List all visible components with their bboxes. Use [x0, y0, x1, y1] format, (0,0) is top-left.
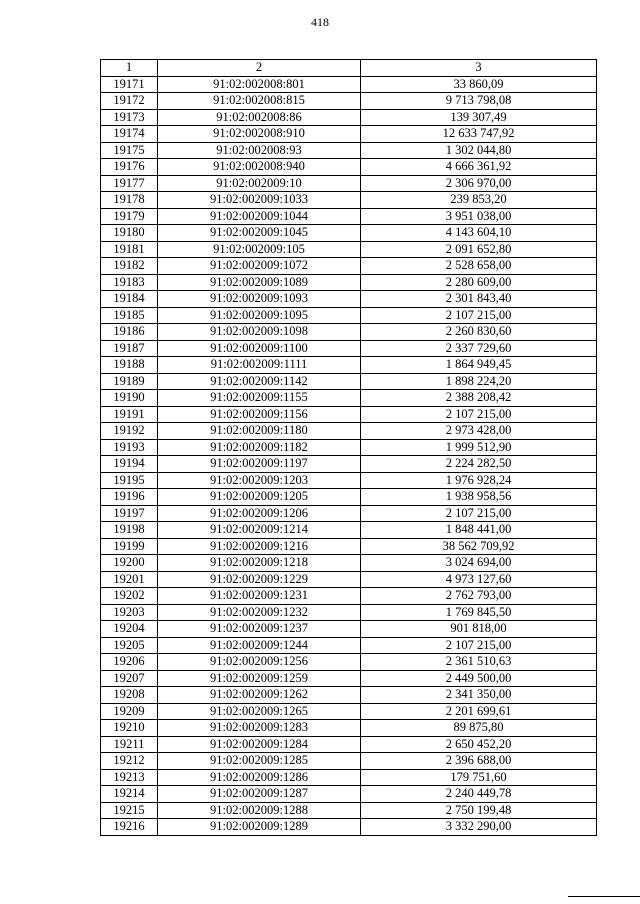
- cadastral-value: 2 361 510,63: [361, 654, 597, 671]
- cadastral-number: 91:02:002009:1156: [158, 406, 361, 423]
- cadastral-number: 91:02:002008:940: [158, 159, 361, 176]
- row-number: 19204: [101, 621, 158, 638]
- cadastral-number: 91:02:002009:1033: [158, 192, 361, 209]
- cadastral-number: 91:02:002009:1205: [158, 489, 361, 506]
- table-row: [101, 489, 597, 506]
- cadastral-value: 2 650 452,20: [361, 736, 597, 753]
- cadastral-number: 91:02:002008:801: [158, 76, 361, 93]
- table-row: [101, 76, 597, 93]
- row-number: 19197: [101, 505, 158, 522]
- row-number: 19185: [101, 307, 158, 324]
- cadastral-value: 2 396 688,00: [361, 753, 597, 770]
- cadastral-value: 1 848 441,00: [361, 522, 597, 539]
- cadastral-value: 2 388 208,42: [361, 390, 597, 407]
- table-row: [101, 819, 597, 836]
- row-number: 19211: [101, 736, 158, 753]
- row-number: 19174: [101, 126, 158, 143]
- cadastral-value: 2 762 793,00: [361, 588, 597, 605]
- cadastral-number: 91:02:002009:1216: [158, 538, 361, 555]
- table-row: [101, 406, 597, 423]
- cadastral-value: 9 713 798,08: [361, 93, 597, 110]
- footer-divider: [568, 896, 640, 897]
- cadastral-value: 2 337 729,60: [361, 340, 597, 357]
- cadastral-number: 91:02:002008:86: [158, 109, 361, 126]
- cadastral-value: 3 024 694,00: [361, 555, 597, 572]
- table-row: [101, 654, 597, 671]
- cadastral-number: 91:02:002009:10: [158, 175, 361, 192]
- cadastral-number: 91:02:002009:1287: [158, 786, 361, 803]
- cadastral-number: 91:02:002009:1265: [158, 703, 361, 720]
- row-number: 19191: [101, 406, 158, 423]
- cadastral-number: 91:02:002009:1288: [158, 802, 361, 819]
- cadastral-number: 91:02:002009:1089: [158, 274, 361, 291]
- cadastral-number: 91:02:002009:1283: [158, 720, 361, 737]
- table-row: [101, 291, 597, 308]
- cadastral-value: 901 818,00: [361, 621, 597, 638]
- table-row: [101, 274, 597, 291]
- cadastral-value: 139 307,49: [361, 109, 597, 126]
- row-number: 19178: [101, 192, 158, 209]
- row-number: 19214: [101, 786, 158, 803]
- cadastral-number: 91:02:002009:1044: [158, 208, 361, 225]
- cadastral-number: 91:02:002009:1203: [158, 472, 361, 489]
- row-number: 19207: [101, 670, 158, 687]
- cadastral-value: 1 769 845,50: [361, 604, 597, 621]
- cadastral-number: 91:02:002009:1256: [158, 654, 361, 671]
- row-number: 19200: [101, 555, 158, 572]
- row-number: 19171: [101, 76, 158, 93]
- cadastral-value: 2 528 658,00: [361, 258, 597, 275]
- cadastral-value: 2 091 652,80: [361, 241, 597, 258]
- table-row: [101, 621, 597, 638]
- table-row: [101, 340, 597, 357]
- row-number: 19182: [101, 258, 158, 275]
- data-table: [100, 59, 597, 836]
- cadastral-value: 1 999 512,90: [361, 439, 597, 456]
- table-row: [101, 769, 597, 786]
- cadastral-value: 4 143 604,10: [361, 225, 597, 242]
- column-header-number: 1: [101, 60, 158, 77]
- table-row: [101, 522, 597, 539]
- row-number: 19205: [101, 637, 158, 654]
- cadastral-value: 2 107 215,00: [361, 307, 597, 324]
- table-row: [101, 538, 597, 555]
- cadastral-number: 91:02:002009:1237: [158, 621, 361, 638]
- cadastral-value: 1 864 949,45: [361, 357, 597, 374]
- table-row: [101, 703, 597, 720]
- cadastral-number: 91:02:002009:1180: [158, 423, 361, 440]
- table-row: [101, 588, 597, 605]
- table-row: [101, 439, 597, 456]
- table-row: [101, 637, 597, 654]
- cadastral-number: 91:02:002009:1182: [158, 439, 361, 456]
- row-number: 19181: [101, 241, 158, 258]
- table-row: [101, 720, 597, 737]
- row-number: 19206: [101, 654, 158, 671]
- table-row: [101, 241, 597, 258]
- cadastral-value: 179 751,60: [361, 769, 597, 786]
- cadastral-value: 3 951 038,00: [361, 208, 597, 225]
- cadastral-value: 1 302 044,80: [361, 142, 597, 159]
- cadastral-value: 33 860,09: [361, 76, 597, 93]
- row-number: 19198: [101, 522, 158, 539]
- table-row: [101, 571, 597, 588]
- table-body: [101, 76, 597, 835]
- table-row: [101, 225, 597, 242]
- row-number: 19192: [101, 423, 158, 440]
- table-row: [101, 555, 597, 572]
- row-number: 19208: [101, 687, 158, 704]
- table-row: [101, 175, 597, 192]
- cadastral-number: 91:02:002009:1045: [158, 225, 361, 242]
- row-number: 19215: [101, 802, 158, 819]
- row-number: 19201: [101, 571, 158, 588]
- row-number: 19210: [101, 720, 158, 737]
- row-number: 19203: [101, 604, 158, 621]
- cadastral-number: 91:02:002008:910: [158, 126, 361, 143]
- row-number: 19175: [101, 142, 158, 159]
- cadastral-value: 2 301 843,40: [361, 291, 597, 308]
- row-number: 19209: [101, 703, 158, 720]
- row-number: 19179: [101, 208, 158, 225]
- row-number: 19186: [101, 324, 158, 341]
- cadastral-value: 12 633 747,92: [361, 126, 597, 143]
- row-number: 19199: [101, 538, 158, 555]
- cadastral-value: 4 973 127,60: [361, 571, 597, 588]
- cadastral-number: 91:02:002009:1218: [158, 555, 361, 572]
- row-number: 19176: [101, 159, 158, 176]
- row-number: 19195: [101, 472, 158, 489]
- table-row: [101, 307, 597, 324]
- table-row: [101, 93, 597, 110]
- table-row: [101, 357, 597, 374]
- row-number: 19202: [101, 588, 158, 605]
- cadastral-number: 91:02:002009:1232: [158, 604, 361, 621]
- row-number: 19193: [101, 439, 158, 456]
- cadastral-number: 91:02:002009:1095: [158, 307, 361, 324]
- cadastral-value: 2 107 215,00: [361, 505, 597, 522]
- table-row: [101, 324, 597, 341]
- column-header-cadastral: 2: [158, 60, 361, 77]
- cadastral-number: 91:02:002008:93: [158, 142, 361, 159]
- cadastral-number: 91:02:002008:815: [158, 93, 361, 110]
- row-number: 19188: [101, 357, 158, 374]
- cadastral-number: 91:02:002009:105: [158, 241, 361, 258]
- cadastral-value: 1 938 958,56: [361, 489, 597, 506]
- table-row: [101, 192, 597, 209]
- row-number: 19189: [101, 373, 158, 390]
- cadastral-number: 91:02:002009:1098: [158, 324, 361, 341]
- cadastral-number: 91:02:002009:1289: [158, 819, 361, 836]
- cadastral-value: 2 750 199,48: [361, 802, 597, 819]
- row-number: 19194: [101, 456, 158, 473]
- table-row: [101, 687, 597, 704]
- cadastral-value: 2 280 609,00: [361, 274, 597, 291]
- table-row: [101, 373, 597, 390]
- row-number: 19196: [101, 489, 158, 506]
- row-number: 19183: [101, 274, 158, 291]
- row-number: 19187: [101, 340, 158, 357]
- table-row: [101, 786, 597, 803]
- cadastral-number: 91:02:002009:1284: [158, 736, 361, 753]
- cadastral-value: 239 853,20: [361, 192, 597, 209]
- cadastral-number: 91:02:002009:1259: [158, 670, 361, 687]
- table-row: [101, 126, 597, 143]
- cadastral-value: 2 973 428,00: [361, 423, 597, 440]
- row-number: 19213: [101, 769, 158, 786]
- table-row: [101, 604, 597, 621]
- cadastral-value: 2 341 350,00: [361, 687, 597, 704]
- cadastral-number: 91:02:002009:1142: [158, 373, 361, 390]
- cadastral-number: 91:02:002009:1286: [158, 769, 361, 786]
- cadastral-number: 91:02:002009:1262: [158, 687, 361, 704]
- cadastral-value: 2 107 215,00: [361, 406, 597, 423]
- table-row: [101, 142, 597, 159]
- table-row: [101, 456, 597, 473]
- cadastral-value: 2 306 970,00: [361, 175, 597, 192]
- cadastral-number: 91:02:002009:1285: [158, 753, 361, 770]
- cadastral-number: 91:02:002009:1155: [158, 390, 361, 407]
- cadastral-value: 2 260 830,60: [361, 324, 597, 341]
- row-number: 19190: [101, 390, 158, 407]
- cadastral-number: 91:02:002009:1206: [158, 505, 361, 522]
- cadastral-value: 1 898 224,20: [361, 373, 597, 390]
- page-number: 418: [311, 15, 329, 29]
- cadastral-value: 1 976 928,24: [361, 472, 597, 489]
- cadastral-number: 91:02:002009:1231: [158, 588, 361, 605]
- cadastral-value: 2 201 699,61: [361, 703, 597, 720]
- table-row: [101, 423, 597, 440]
- table-row: [101, 802, 597, 819]
- cadastral-number: 91:02:002009:1093: [158, 291, 361, 308]
- cadastral-number: 91:02:002009:1214: [158, 522, 361, 539]
- row-number: 19172: [101, 93, 158, 110]
- header-row: [101, 60, 597, 77]
- table-row: [101, 736, 597, 753]
- cadastral-value: 89 875,80: [361, 720, 597, 737]
- row-number: 19180: [101, 225, 158, 242]
- cadastral-number: 91:02:002009:1229: [158, 571, 361, 588]
- table-row: [101, 505, 597, 522]
- row-number: 19212: [101, 753, 158, 770]
- cadastral-value: 2 107 215,00: [361, 637, 597, 654]
- cadastral-value: 38 562 709,92: [361, 538, 597, 555]
- cadastral-value: 2 224 282,50: [361, 456, 597, 473]
- column-header-value: 3: [361, 60, 597, 77]
- cadastral-number: 91:02:002009:1244: [158, 637, 361, 654]
- cadastral-number: 91:02:002009:1100: [158, 340, 361, 357]
- row-number: 19216: [101, 819, 158, 836]
- table-row: [101, 208, 597, 225]
- table-row: [101, 390, 597, 407]
- table-row: [101, 472, 597, 489]
- cadastral-value: 2 449 500,00: [361, 670, 597, 687]
- cadastral-number: 91:02:002009:1111: [158, 357, 361, 374]
- row-number: 19173: [101, 109, 158, 126]
- cadastral-value: 2 240 449,78: [361, 786, 597, 803]
- cadastral-number: 91:02:002009:1072: [158, 258, 361, 275]
- cadastral-value: 3 332 290,00: [361, 819, 597, 836]
- table-row: [101, 159, 597, 176]
- table-row: [101, 258, 597, 275]
- row-number: 19184: [101, 291, 158, 308]
- table-row: [101, 670, 597, 687]
- table-row: [101, 753, 597, 770]
- row-number: 19177: [101, 175, 158, 192]
- table-row: [101, 109, 597, 126]
- cadastral-value: 4 666 361,92: [361, 159, 597, 176]
- cadastral-number: 91:02:002009:1197: [158, 456, 361, 473]
